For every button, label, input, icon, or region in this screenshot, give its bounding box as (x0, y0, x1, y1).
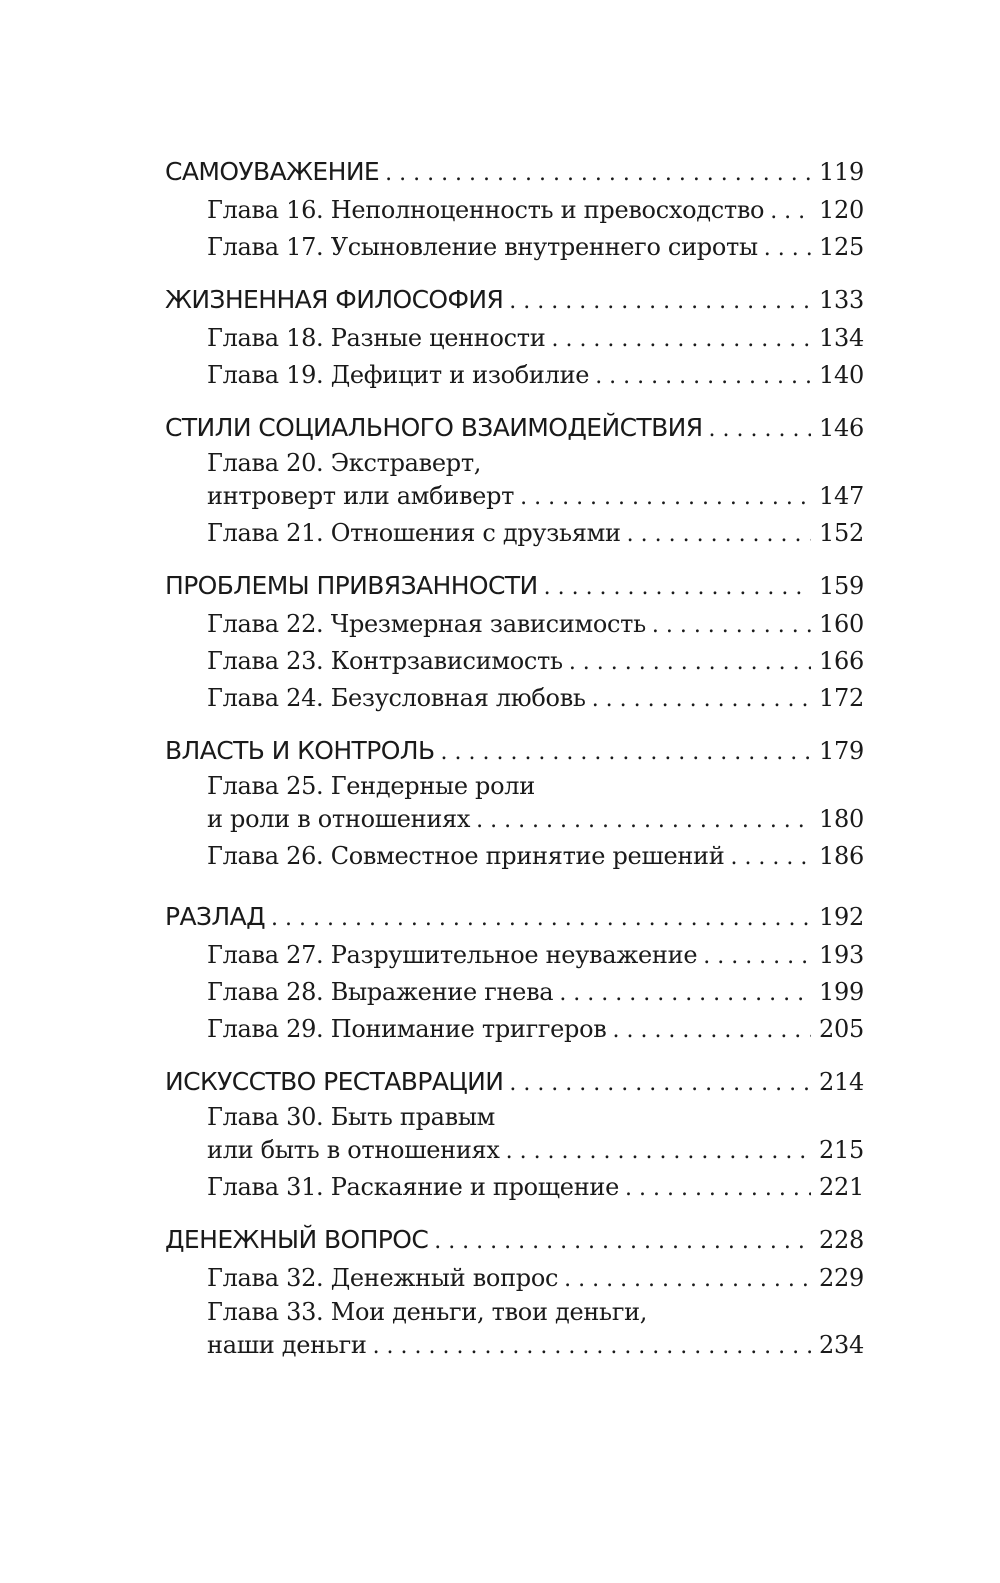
dot-leader (385, 154, 811, 194)
chapter-title: Глава 31. Раскаяние и прощение (207, 1173, 620, 1201)
section-page-number: 119 (819, 158, 864, 186)
section-title: ЖИЗНЕННАЯ ФИЛОСОФИЯ (165, 285, 504, 314)
chapter-title: Глава 22. Чрезмерная зависимость (207, 610, 646, 638)
section-page-number: 146 (819, 414, 864, 442)
dot-leader (592, 681, 811, 718)
section-title: САМОУВАЖЕНИЕ (165, 157, 380, 186)
section-heading[interactable] (165, 1062, 863, 1102)
chapter-page-number: 160 (819, 610, 864, 638)
chapter-title: Глава 28. Выражение гнева (207, 978, 554, 1006)
dot-leader (441, 733, 811, 773)
chapter-page-number: 221 (819, 1173, 864, 1201)
dot-leader (625, 1170, 811, 1207)
section-heading[interactable] (165, 897, 863, 937)
chapter-page-number: 152 (819, 519, 864, 547)
chapter-page-number: 205 (819, 1015, 864, 1043)
chapter-entry[interactable] (165, 357, 863, 394)
chapter-title-continued: или быть в отношениях (207, 1136, 500, 1164)
chapter-page-number: 125 (819, 233, 864, 261)
chapter-title: Глава 19. Дефицит и изобилие (207, 361, 590, 389)
section-heading[interactable] (165, 408, 863, 448)
chapter-title-continued: наши деньги (207, 1331, 367, 1359)
chapter-page-number: 186 (819, 842, 864, 870)
section-title: ПРОБЛЕМЫ ПРИВЯЗАННОСТИ (165, 571, 538, 600)
dot-leader (730, 839, 811, 876)
dot-leader (434, 1222, 811, 1262)
chapter-title: Глава 26. Совместное принятие решений (207, 842, 725, 870)
chapter-entry[interactable] (165, 192, 863, 229)
chapter-title: Глава 23. Контрзависимость (207, 647, 563, 675)
toc-section (165, 408, 863, 552)
section-heading[interactable] (165, 566, 863, 606)
section-page-number: 133 (819, 286, 864, 314)
section-heading[interactable] (165, 1220, 863, 1260)
section-title: ДЕНЕЖНЫЙ ВОПРОС (165, 1225, 429, 1254)
dot-leader (652, 607, 811, 644)
dot-leader (509, 282, 811, 322)
chapter-title-continued: интроверт или амбиверт (207, 482, 515, 510)
dot-leader (551, 321, 811, 358)
chapter-title: Глава 32. Денежный вопрос (207, 1264, 559, 1292)
toc-section (165, 1062, 863, 1206)
toc-section (165, 731, 863, 875)
dot-leader (770, 193, 811, 230)
dot-leader (703, 938, 811, 975)
chapter-entry[interactable] (165, 1260, 863, 1297)
dot-leader (544, 568, 811, 608)
chapter-page-number: 166 (819, 647, 864, 675)
section-page-number: 228 (819, 1226, 864, 1254)
chapter-page-number: 193 (819, 941, 864, 969)
section-title: ВЛАСТЬ И КОНТРОЛЬ (165, 736, 435, 765)
chapter-entry[interactable] (165, 1169, 863, 1206)
chapter-page-number: 140 (819, 361, 864, 389)
chapter-entry[interactable] (165, 643, 863, 680)
table-of-contents (165, 152, 863, 1378)
chapter-entry[interactable] (165, 1102, 863, 1169)
dot-leader (627, 516, 811, 553)
chapter-title-continued: и роли в отношениях (207, 805, 471, 833)
chapter-title: Глава 29. Понимание триггеров (207, 1015, 607, 1043)
toc-section (165, 897, 863, 1048)
chapter-page-number: 180 (819, 805, 864, 833)
chapter-entry[interactable] (165, 937, 863, 974)
dot-leader (764, 230, 811, 267)
chapter-title: Глава 21. Отношения с друзьями (207, 519, 621, 547)
dot-leader (709, 410, 811, 450)
chapter-title: Глава 30. Быть правым (207, 1103, 496, 1131)
dot-leader (564, 1261, 811, 1298)
chapter-title: Глава 33. Мои деньги, твои деньги, (207, 1298, 648, 1326)
chapter-entry[interactable] (165, 448, 863, 515)
dot-leader (476, 802, 811, 839)
section-heading[interactable] (165, 731, 863, 771)
chapter-page-number: 199 (819, 978, 864, 1006)
chapter-page-number: 229 (819, 1264, 864, 1292)
chapter-page-number: 134 (819, 324, 864, 352)
chapter-entry[interactable] (165, 229, 863, 266)
chapter-entry[interactable] (165, 515, 863, 552)
toc-section (165, 152, 863, 266)
dot-leader (509, 1064, 811, 1104)
chapter-entry[interactable] (165, 771, 863, 838)
toc-section (165, 566, 863, 717)
toc-section (165, 280, 863, 394)
chapter-page-number: 234 (819, 1331, 864, 1359)
dot-leader (373, 1328, 811, 1365)
section-page-number: 159 (819, 572, 864, 600)
chapter-title: Глава 27. Разрушительное неуважение (207, 941, 698, 969)
chapter-title: Глава 25. Гендерные роли (207, 772, 535, 800)
section-heading[interactable] (165, 280, 863, 320)
chapter-entry[interactable] (165, 320, 863, 357)
chapter-title: Глава 18. Разные ценности (207, 324, 546, 352)
section-page-number: 214 (819, 1068, 864, 1096)
chapter-title: Глава 24. Безусловная любовь (207, 684, 586, 712)
dot-leader (569, 644, 811, 681)
chapter-entry[interactable] (165, 974, 863, 1011)
chapter-entry[interactable] (165, 838, 863, 875)
dot-leader (271, 899, 811, 939)
chapter-entry[interactable] (165, 1297, 863, 1364)
chapter-title: Глава 20. Экстраверт, (207, 449, 482, 477)
chapter-entry[interactable] (165, 1011, 863, 1048)
dot-leader (595, 358, 811, 395)
section-page-number: 192 (819, 903, 864, 931)
dot-leader (506, 1133, 811, 1170)
section-title: ИСКУССТВО РЕСТАВРАЦИИ (165, 1067, 504, 1096)
toc-section (165, 1220, 863, 1364)
chapter-page-number: 147 (819, 482, 864, 510)
section-title: СТИЛИ СОЦИАЛЬНОГО ВЗАИМОДЕЙСТВИЯ (165, 413, 703, 442)
chapter-title: Глава 17. Усыновление внутреннего сироты (207, 233, 758, 261)
chapter-entry[interactable] (165, 606, 863, 643)
dot-leader (520, 479, 811, 516)
chapter-page-number: 172 (819, 684, 864, 712)
dot-leader (559, 975, 811, 1012)
chapter-entry[interactable] (165, 680, 863, 717)
section-title: РАЗЛАД (165, 902, 266, 931)
chapter-page-number: 120 (819, 196, 864, 224)
section-page-number: 179 (819, 737, 864, 765)
section-heading[interactable] (165, 152, 863, 192)
chapter-page-number: 215 (819, 1136, 864, 1164)
dot-leader (612, 1012, 811, 1049)
chapter-title: Глава 16. Неполноценность и превосходство (207, 196, 765, 224)
